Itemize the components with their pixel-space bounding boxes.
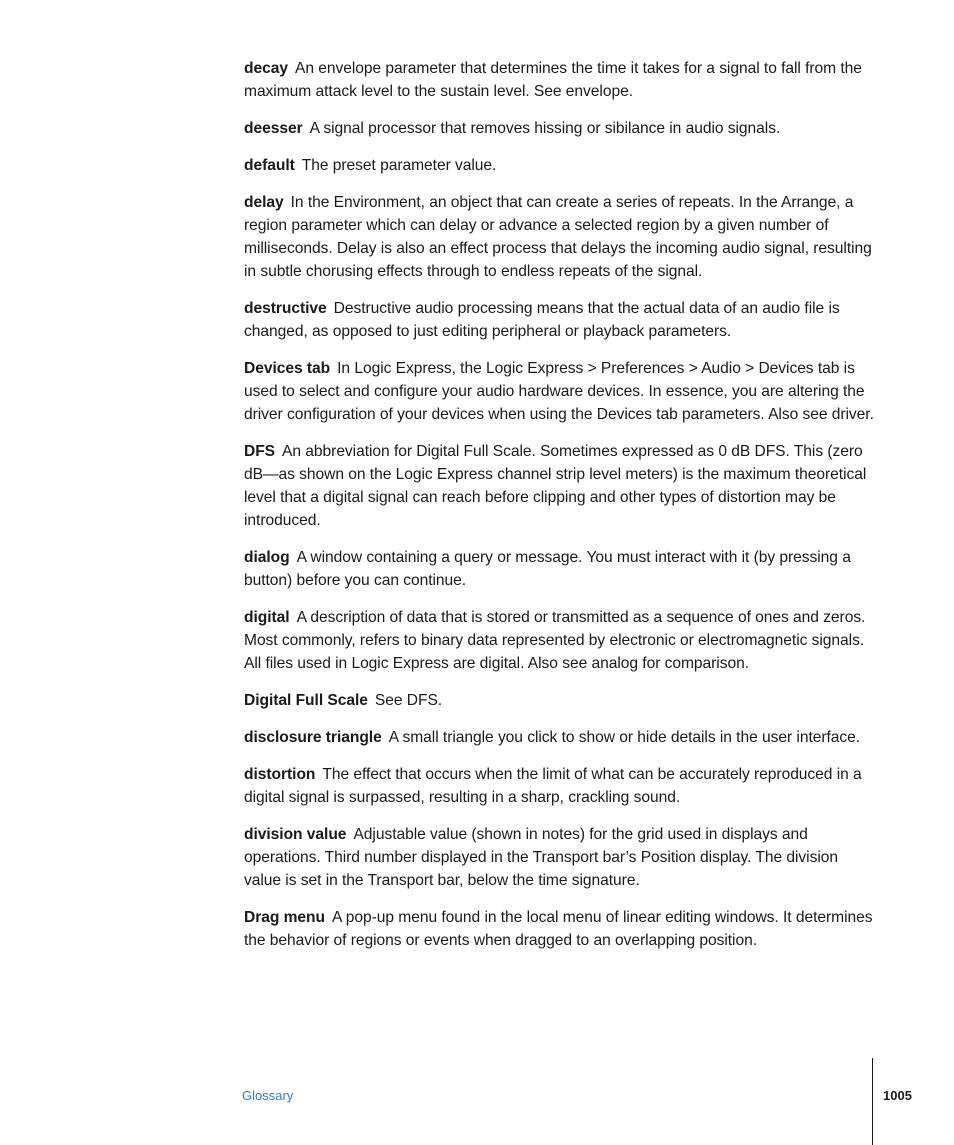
glossary-definition: An abbreviation for Digital Full Scale. Sometimes expressed as 0 dB DFS. This (zero dB—as shown on the Logic Express channel strip level meters) is the maximum theoretical level that a digital signal can reach before clipping and other types of distortion may be introduced.: [244, 443, 867, 529]
glossary-entry-deesser: [244, 117, 876, 140]
glossary-term: DFS: [244, 443, 276, 460]
glossary-entry-distortion: [244, 763, 876, 809]
glossary-term: Digital Full Scale: [244, 692, 368, 709]
page-number: 1005: [883, 1088, 912, 1103]
glossary-entries: [244, 57, 876, 966]
glossary-definition: A small triangle you click to show or hide details in the user interface.: [388, 729, 861, 746]
footer-section-link[interactable]: Glossary: [242, 1088, 294, 1103]
footer-divider: [872, 1058, 873, 1145]
glossary-term: distortion: [244, 766, 316, 783]
glossary-term: disclosure triangle: [244, 729, 382, 746]
glossary-definition: A window containing a query or message. You must interact with it (by pressing a button) before you can continue.: [244, 549, 851, 589]
glossary-term: digital: [244, 609, 290, 626]
glossary-term: default: [244, 157, 295, 174]
glossary-term: dialog: [244, 549, 290, 566]
glossary-entry-digital-full-scale: [244, 689, 876, 712]
glossary-entry-dialog: [244, 546, 876, 592]
glossary-term: delay: [244, 194, 284, 211]
glossary-entry-drag-menu: [244, 906, 876, 952]
glossary-entry-default: [244, 154, 876, 177]
glossary-entry-dfs: [244, 440, 876, 532]
glossary-entry-digital: [244, 606, 876, 675]
glossary-definition: The effect that occurs when the limit of what can be accurately reproduced in a digital signal is surpassed, resulting in a sharp, crackling sound.: [244, 766, 862, 806]
glossary-definition: A description of data that is stored or transmitted as a sequence of ones and zeros. Most commonly, refers to binary data represented by electronic or electromagnetic signals. All files used in Logic Express are digital. Also see analog for comparison.: [244, 609, 866, 672]
glossary-entry-devices-tab: [244, 357, 876, 426]
glossary-definition: See DFS.: [374, 692, 443, 709]
glossary-term: Devices tab: [244, 360, 331, 377]
glossary-entry-disclosure-triangle: [244, 726, 876, 749]
glossary-definition: In the Environment, an object that can create a series of repeats. In the Arrange, a region parameter which can delay or advance a selected region by a given number of milliseconds. Delay is also an effect process that delays the incoming audio signal, resulting in subtle chorusing effects through to endless repeats of the signal.: [244, 194, 872, 280]
glossary-term: division value: [244, 826, 347, 843]
glossary-definition: An envelope parameter that determines the time it takes for a signal to fall from the maximum attack level to the sustain level. See envelope.: [244, 60, 862, 100]
glossary-entry-destructive: [244, 297, 876, 343]
glossary-definition: A signal processor that removes hissing or sibilance in audio signals.: [309, 120, 781, 137]
glossary-term: Drag menu: [244, 909, 325, 926]
glossary-definition: Destructive audio processing means that the actual data of an audio file is changed, as opposed to just editing peripheral or playback parameters.: [244, 300, 840, 340]
glossary-definition: Adjustable value (shown in notes) for the grid used in displays and operations. Third number displayed in the Transport bar’s Position display. The division value is set in the Transport bar, below the time signature.: [244, 826, 838, 889]
glossary-definition: The preset parameter value.: [301, 157, 497, 174]
glossary-term: destructive: [244, 300, 327, 317]
glossary-term: deesser: [244, 120, 303, 137]
glossary-entry-decay: [244, 57, 876, 103]
glossary-entry-division-value: [244, 823, 876, 892]
glossary-entry-delay: [244, 191, 876, 283]
glossary-term: decay: [244, 60, 288, 77]
glossary-definition: A pop-up menu found in the local menu of linear editing windows. It determines the behavior of regions or events when dragged to an overlapping position.: [244, 909, 873, 949]
glossary-definition: In Logic Express, the Logic Express > Preferences > Audio > Devices tab is used to select and configure your audio hardware devices. In essence, you are altering the driver configuration of your devices when using the Devices tab parameters. Also see driver.: [244, 360, 874, 423]
